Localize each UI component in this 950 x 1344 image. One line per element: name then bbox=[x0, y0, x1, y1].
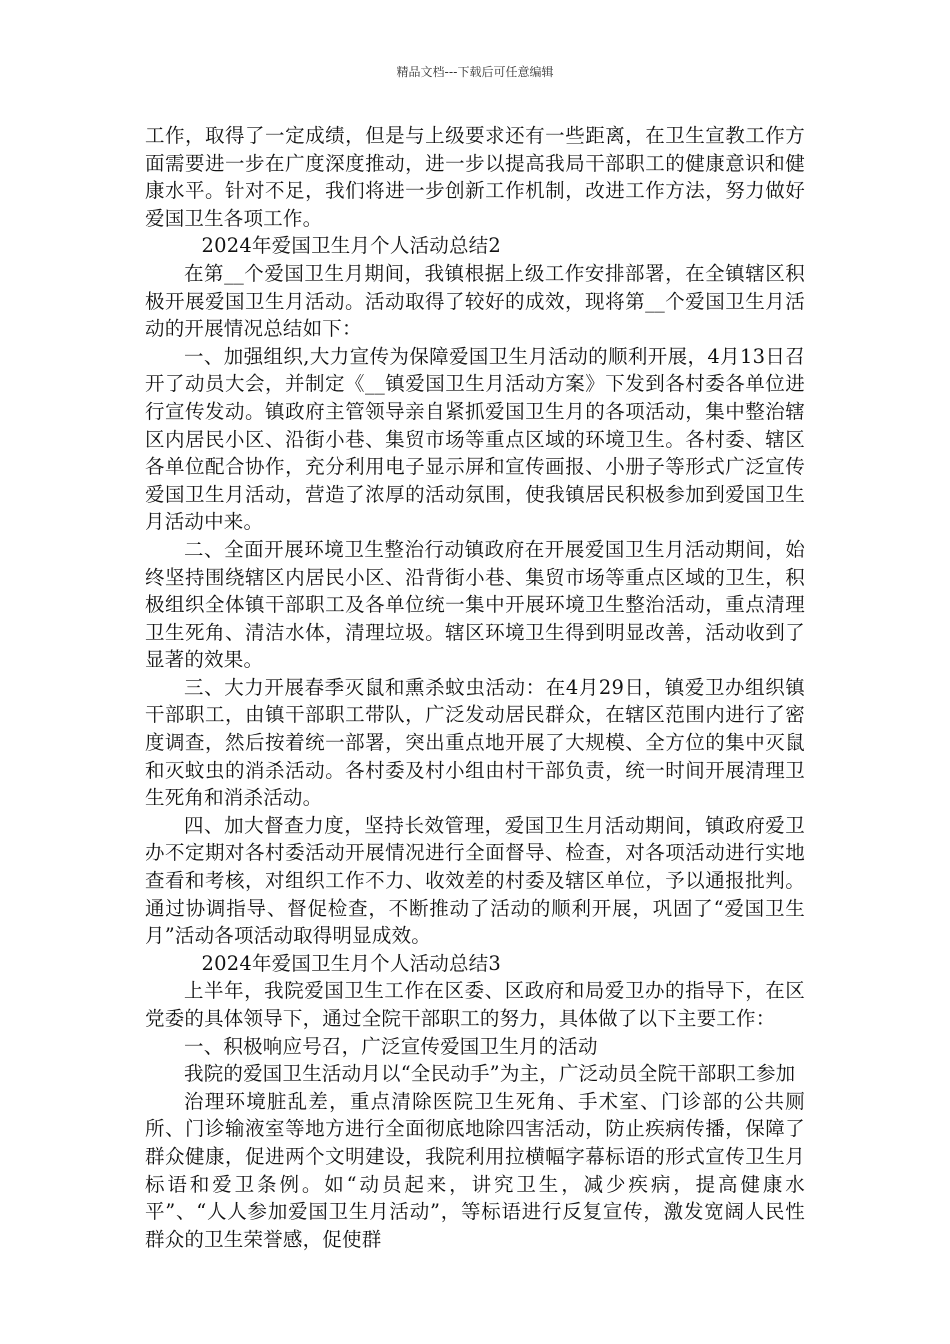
paragraph-10: 一、积极响应号召，广泛宣传爱国卫生月的活动 bbox=[184, 1034, 598, 1058]
document-body bbox=[145, 122, 805, 1253]
paragraph-3: 在第__个爱国卫生月期间，我镇根据上级工作安排部署，在全镇辖区积极开展爱国卫生月活动。活动取得了较好的成效，现将第__个爱国卫生月活动的开展情况总结如下： bbox=[145, 261, 805, 341]
paragraph-5: 二、全面开展环境卫生整治行动镇政府在开展爱国卫生月活动期间，始终坚持围绕辖区内居民小区、沿背街小巷、集贸市场等重点区域的卫生，积极组织全体镇干部职工及各单位统一集中开展环境卫生整治活动，重点清理卫生死角、清洁水体，清理垃圾。辖区环境卫生得到明显改善，活动收到了显著的效果。 bbox=[145, 537, 805, 672]
section-heading-2: 2024年爱国卫生月个人活动总结2 bbox=[201, 234, 501, 258]
paragraph-6: 三、大力开展春季灭鼠和熏杀蚊虫活动：在4月29日，镇爱卫办组织镇干部职工，由镇干部职工带队，广泛发动居民群众，在辖区范围内进行了密度调查，然后按着统一部署，突出重点地开展了大规模、全方位的集中灭鼠和灭蚊虫的消杀活动。各村委及村小组由村干部负责，统一时间开展清理卫生死角和消杀活动。 bbox=[145, 675, 805, 810]
section-heading-3: 2024年爱国卫生月个人活动总结3 bbox=[201, 951, 501, 975]
paragraph-12: 治理环境脏乱差，重点清除医院卫生死角、手术室、门诊部的公共厕所、门诊输液室等地方进行全面彻底地除四害活动，防止疾病传播，保障了群众健康，促进两个文明建设，我院利用拉横幅字幕标语的形式宣传卫生月标语和爱卫条例。如“动员起来，讲究卫生，减少疾病，提高健康水平”、“人人参加爱国卫生月活动”，等标语进行反复宣传，激发宽阔人民性群众的卫生荣誉感，促使群 bbox=[145, 1089, 805, 1251]
paragraph-4: 一、加强组织,大力宣传为保障爱国卫生月活动的顺利开展，4月13日召开了动员大会，并制定《__镇爱国卫生月活动方案》下发到各村委各单位进行宣传发动。镇政府主管领导亲自紧抓爱国卫生月的各项活动，集中整治辖区内居民小区、沿街小巷、集贸市场等重点区域的环境卫生。各村委、辖区各单位配合协作，充分利用电子显示屏和宣传画报、小册子等形式广泛宣传爱国卫生月活动，营造了浓厚的活动氛围，使我镇居民积极参加到爱国卫生月活动中来。 bbox=[145, 344, 805, 534]
paragraph-11: 我院的爱国卫生活动月以“全民动手”为主，广泛动员全院干部职工参加 bbox=[184, 1062, 796, 1086]
paragraph-1: 工作，取得了一定成绩，但是与上级要求还有一些距离，在卫生宣教工作方面需要进一步在广度深度推动，进一步以提高我局干部职工的健康意识和健康水平。针对不足，我们将进一步创新工作机制，改进工作方法，努力做好爱国卫生各项工作。 bbox=[145, 124, 805, 230]
page-header: 精品文档---下载后可任意编辑 bbox=[396, 65, 554, 79]
paragraph-9: 上半年，我院爱国卫生工作在区委、区政府和局爱卫办的指导下，在区党委的具体领导下，通过全院干部职工的努力，具体做了以下主要工作： bbox=[145, 979, 805, 1030]
paragraph-7: 四、加大督查力度，坚持长效管理，爱国卫生月活动期间，镇政府爱卫办不定期对各村委活动开展情况进行全面督导、检查，对各项活动进行实地查看和考核，对组织工作不力、收效差的村委及辖区单位，予以通报批判。通过协调指导、督促检查，不断推动了活动的顺利开展，巩固了“爱国卫生月”活动各项活动取得明显成效。 bbox=[145, 813, 805, 948]
